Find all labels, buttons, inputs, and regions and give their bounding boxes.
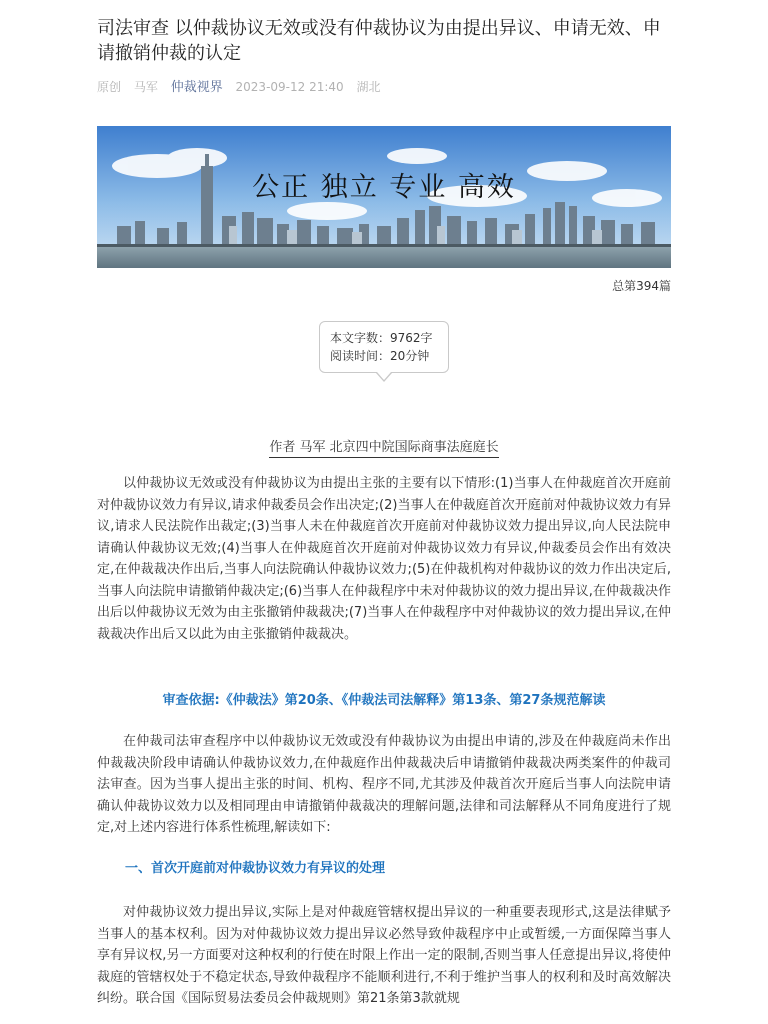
- word-count: 本文字数：9762字: [330, 331, 433, 345]
- article-meta: [97, 76, 390, 95]
- author-name[interactable]: 马军: [133, 80, 158, 94]
- paragraph-intro: 以仲裁协议无效或没有仲裁协议为由提出主张的主要有以下情形:(1)当事人在仲裁庭首次开庭前对仲裁协议效力有异议,请求仲裁委员会作出决定;(2)当事人在仲裁庭首次开庭前对仲裁协议效力有异议,请求人民法院作出裁定;(3)当事人未在仲裁庭首次开庭前对仲裁协议效力提出异议,向人民法院申请确认仲裁协议无效;(4)当事人在仲裁庭首次开庭前对仲裁协议效力有异议,仲裁委员会作出有效决定,在仲裁裁决作出后,当事人向法院确认仲裁协议效力;(5)在仲裁机构对仲裁协议的效力作出决定后,当事人向法院申请撤销仲裁决定;(6)当事人在仲裁程序中未对仲裁协议的效力提出异议,在仲裁裁决作出后以仲裁协议无效为由主张撤销仲裁裁决;(7)当事人在仲裁程序中对仲裁协议的效力提出异议,在仲裁裁决作出后又以此为由主张撤销仲裁裁决。: [97, 476, 671, 642]
- section-heading-1: 一、首次开庭前对仲裁协议效力有异议的处理: [125, 861, 386, 876]
- banner-image: [97, 126, 671, 268]
- basis-heading: 审查依据:《仲裁法》第20条、《仲裁法司法解释》第13条、第27条规范解读: [162, 693, 606, 708]
- total-article-count: 总第394篇: [612, 279, 671, 293]
- reading-info-box: [319, 321, 449, 373]
- paragraph-section-1: 对仲裁协议效力提出异议,实际上是对仲裁庭管辖权提出异议的一种重要表现形式,这是法律赋予当事人的基本权利。因为对仲裁协议效力提出异议必然导致仲裁程序中止或暂缓,一方面保障当事人享有异议权,另一方面要对这种权利的行使在时限上作出一定的限制,否则当事人任意提出异议,将使仲裁庭的管辖权处于不稳定状态,导致仲裁程序不能顺利进行,不利于维护当事人的权利和及时高效解决纠纷。联合国《国际贸易法委员会仲裁规则》第21条第3款就规: [97, 905, 671, 1006]
- reading-info-pointer: [376, 373, 392, 382]
- publish-datetime: 2023-09-12 21:40: [235, 80, 344, 94]
- byline: [0, 436, 768, 455]
- byline-text: 作者 马军 北京四中院国际商事法庭庭长: [269, 440, 498, 458]
- account-name-link[interactable]: 仲裁视界: [170, 80, 223, 95]
- original-tag: 原创: [97, 80, 122, 94]
- article-title: 司法审查 以仲裁协议无效或没有仲裁协议为由提出异议、申请无效、申请撤销仲裁的认定: [97, 18, 661, 64]
- reading-time: 阅读时间：20分钟: [330, 349, 430, 363]
- publish-location: 湖北: [356, 80, 381, 94]
- banner-slogan: 公正 独立 专业 高效: [252, 172, 516, 203]
- paragraph-overview: 在仲裁司法审查程序中以仲裁协议无效或没有仲裁协议为由提出申请的,涉及在仲裁庭尚未作出仲裁裁决阶段申请确认仲裁协议效力,在仲裁庭作出仲裁裁决后申请撤销仲裁裁决两类案件的仲裁司法审查。因为当事人提出主张的时间、机构、程序不同,尤其涉及仲裁首次开庭后当事人向法院申请确认仲裁协议效力以及相同理由申请撤销仲裁裁决的理解问题,法律和司法解释从不同角度进行了规定,对上述内容进行体系性梳理,解读如下:: [97, 734, 671, 835]
